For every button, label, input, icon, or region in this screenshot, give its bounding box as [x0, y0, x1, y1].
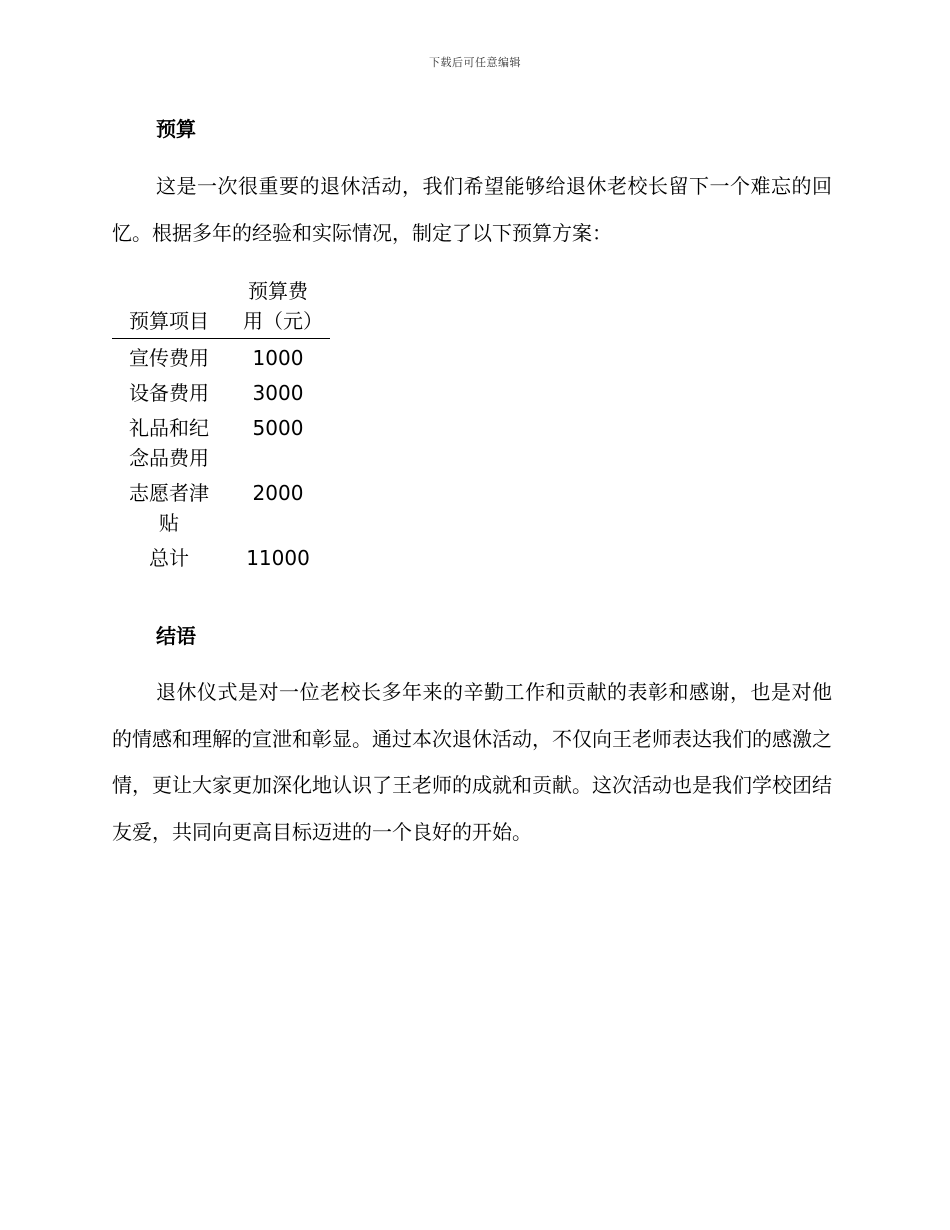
table-cell-item [112, 474, 226, 539]
table-row-total [112, 539, 330, 574]
table-cell-item-text: 礼品和纪念品费用 [129, 416, 209, 470]
conclusion-paragraph: 退休仪式是对一位老校长多年来的辛勤工作和贡献的表彰和感谢，也是对他的情感和理解的宣泄和彰显。通过本次退休活动，不仅向王老师表达我们的感激之情，更让大家更加深化地认识了王老师的成就和贡献。这次活动也是我们学校团结友爱，共同向更高目标迈进的一个良好的开始。 [112, 680, 832, 844]
table-cell-cost: 3000 [252, 381, 304, 405]
budget-paragraph: 这是一次很重要的退休活动，我们希望能够给退休老校长留下一个难忘的回忆。根据多年的经验和实际情况，制定了以下预算方案： [112, 174, 832, 245]
table-row [112, 409, 330, 474]
table-cell-item-text: 设备费用 [129, 381, 209, 405]
table-cell-item [112, 539, 226, 574]
table-cell-cost: 11000 [246, 546, 310, 570]
table-cell-cost: 1000 [252, 346, 304, 370]
budget-table-header-row [112, 276, 330, 339]
table-cell-item-text: 志愿者津贴 [129, 481, 209, 535]
table-row [112, 474, 330, 539]
budget-table-header [112, 276, 330, 339]
column-header-item [112, 276, 226, 339]
table-cell-cost: 2000 [252, 481, 304, 505]
page-header: 下载后可任意编辑 [429, 56, 521, 69]
table-cell-item [112, 409, 226, 474]
table-cell-item-text: 总计 [149, 546, 189, 570]
table-cell-item [112, 374, 226, 409]
table-row [112, 374, 330, 409]
column-header-cost-label: 预算费用（元） [243, 279, 323, 333]
budget-table-body [112, 339, 330, 575]
column-header-item-label: 预算项目 [129, 309, 209, 333]
column-header-cost [226, 276, 330, 339]
table-row [112, 339, 330, 375]
table-cell-item-text: 宣传费用 [129, 346, 209, 370]
budget-heading: 预算 [156, 117, 196, 141]
table-cell-item [112, 339, 226, 375]
budget-table [112, 276, 330, 574]
table-cell-cost: 5000 [252, 416, 304, 440]
conclusion-heading: 结语 [156, 624, 196, 648]
